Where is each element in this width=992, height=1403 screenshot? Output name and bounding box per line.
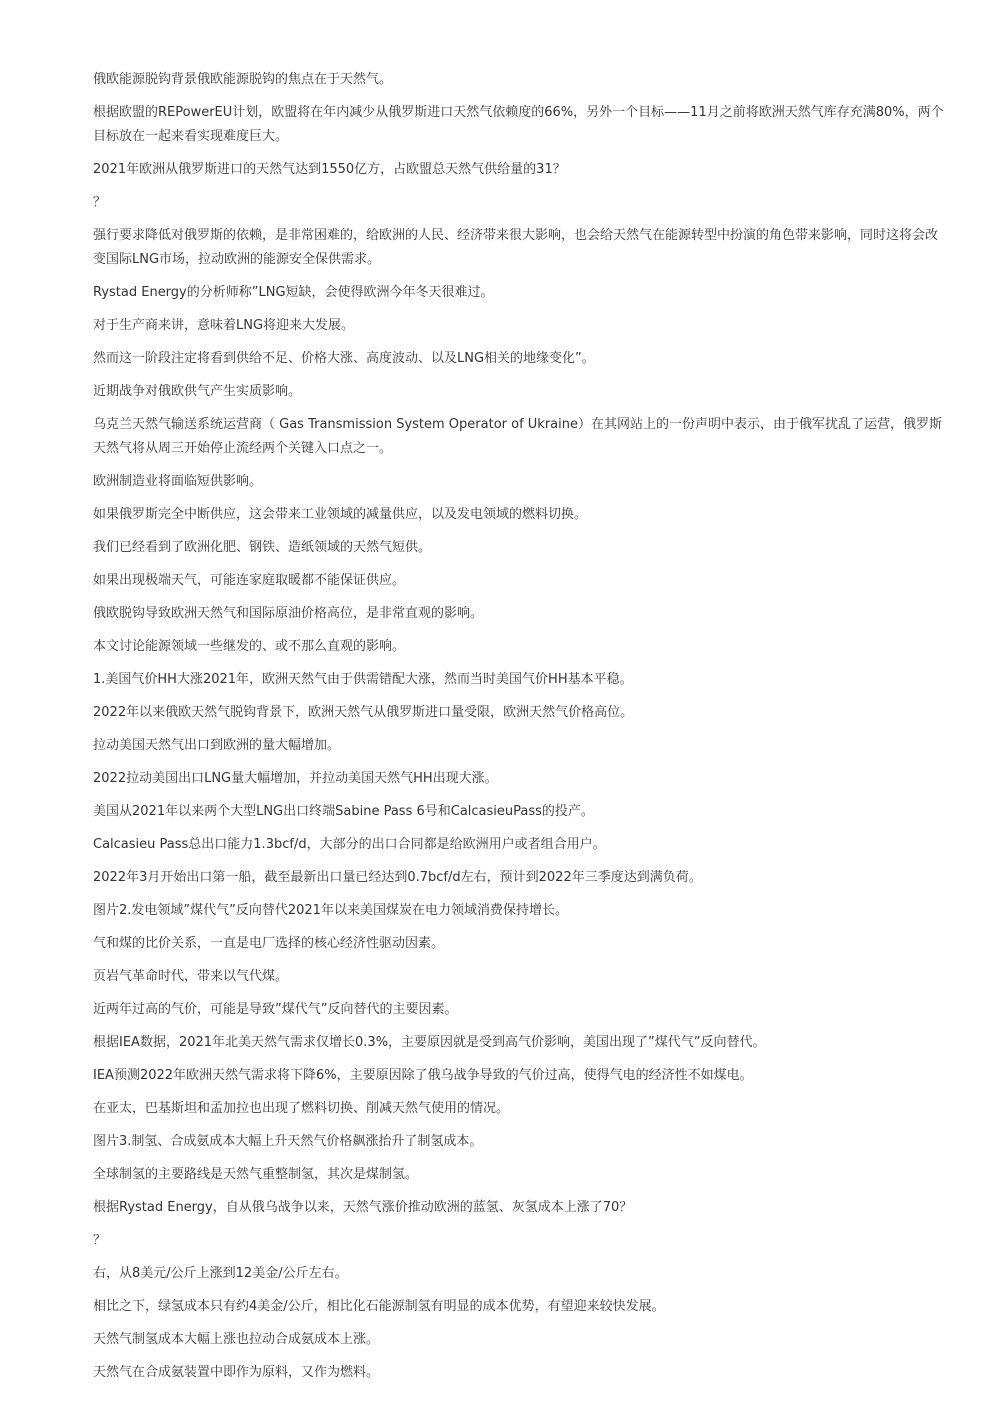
paragraph: 根据欧盟的REPowerEU计划，欧盟将在年内减少从俄罗斯进口天然气依赖度的66%，另外一个目标——11月之前将欧洲天然气库存充满80%，两个目标放在一起来看实现难度巨大。 bbox=[93, 105, 944, 144]
paragraph: 根据IEA数据，2021年北美天然气需求仅增长0.3%，主要原因就是受到高气价影响，美国出现了”煤代气”反向替代。 bbox=[93, 1035, 766, 1050]
paragraph: 然而这一阶段注定将看到供给不足、价格大涨、高度波动、以及LNG相关的地缘变化”。 bbox=[93, 351, 595, 366]
paragraph: 如果俄罗斯完全中断供应，这会带来工业领域的减量供应，以及发电领域的燃料切换。 bbox=[93, 507, 588, 522]
paragraph: 强行要求降低对俄罗斯的依赖，是非常困难的，给欧洲的人民、经济带来很大影响，也会给天然气在能源转型中扮演的角色带来影响，同时这将会改变国际LNG市场，拉动欧洲的能源安全保供需求。 bbox=[93, 228, 939, 267]
paragraph: 图片2.发电领域”煤代气”反向替代2021年以来美国煤炭在电力领域消费保持增长。 bbox=[93, 903, 568, 918]
paragraph: 页岩气革命时代，带来以气代煤。 bbox=[93, 969, 289, 984]
paragraph: 美国从2021年以来两个大型LNG出口终端Sabine Pass 6号和CalcasieuPass的投产。 bbox=[93, 804, 594, 819]
paragraph: 近期战争对俄欧供气产生实质影响。 bbox=[93, 384, 302, 399]
paragraph: 2022年以来俄欧天然气脱钩背景下，欧洲天然气从俄罗斯进口量受限，欧洲天然气价格高位。 bbox=[93, 705, 634, 720]
paragraph: 右，从8美元/公斤上涨到12美金/公斤左右。 bbox=[93, 1266, 348, 1281]
paragraph: 我们已经看到了欧洲化肥、钢铁、造纸领域的天然气短供。 bbox=[93, 540, 432, 555]
paragraph: 俄欧脱钩导致欧洲天然气和国际原油价格高位，是非常直观的影响。 bbox=[93, 606, 484, 621]
paragraph: 本文讨论能源领域一些继发的、或不那么直观的影响。 bbox=[93, 639, 406, 654]
paragraph: 俄欧能源脱钩背景俄欧能源脱钩的焦点在于天然气。 bbox=[93, 72, 393, 87]
paragraph: 如果出现极端天气，可能连家庭取暖都不能保证供应。 bbox=[93, 573, 406, 588]
paragraph: 欧洲制造业将面临短供影响。 bbox=[93, 474, 263, 489]
paragraph: ？ bbox=[93, 1233, 107, 1248]
paragraph: 1.美国气价HH大涨2021年，欧洲天然气由于供需错配大涨，然而当时美国气价HH基本平稳。 bbox=[93, 672, 633, 687]
paragraph: 图片3.制氢、合成氨成本大幅上升天然气价格飙涨抬升了制氢成本。 bbox=[93, 1134, 483, 1149]
paragraph: 拉动美国天然气出口到欧洲的量大幅增加。 bbox=[93, 738, 341, 753]
paragraph: 近两年过高的气价，可能是导致”煤代气”反向替代的主要因素。 bbox=[93, 1002, 458, 1017]
paragraph: 相比之下，绿氢成本只有约4美金/公斤，相比化石能源制氢有明显的成本优势，有望迎来较快发展。 bbox=[93, 1299, 665, 1314]
paragraph: 天然气制氢成本大幅上涨也拉动合成氨成本上涨。 bbox=[93, 1332, 380, 1347]
paragraph: 2021年欧洲从俄罗斯进口的天然气达到1550亿方，占欧盟总天然气供给量的31？ bbox=[93, 162, 566, 177]
document-body bbox=[93, 68, 945, 1385]
paragraph: IEA预测2022年欧洲天然气需求将下降6%，主要原因除了俄乌战争导致的气价过高，使得气电的经济性不如煤电。 bbox=[93, 1068, 753, 1083]
paragraph: 天然气在合成氨装置中即作为原料，又作为燃料。 bbox=[93, 1365, 380, 1380]
paragraph: Rystad Energy的分析师称”LNG短缺，会使得欧洲今年冬天很难过。 bbox=[93, 285, 494, 300]
paragraph: 根据Rystad Energy，自从俄乌战争以来，天然气涨价推动欧洲的蓝氢、灰氢成本上涨了70？ bbox=[93, 1200, 633, 1215]
paragraph: 对于生产商来讲，意味着LNG将迎来大发展。 bbox=[93, 318, 355, 333]
paragraph: 在亚太，巴基斯坦和孟加拉也出现了燃料切换、削减天然气使用的情况。 bbox=[93, 1101, 510, 1116]
paragraph: ？ bbox=[93, 195, 107, 210]
paragraph: 乌克兰天然气输送系统运营商（ Gas Transmission System Operator of Ukraine）在其网站上的一份声明中表示，由于俄军扰乱了运营，俄罗斯天然气将从周三开始停止流经两个关键入口点之一。 bbox=[93, 417, 942, 456]
paragraph: 2022拉动美国出口LNG量大幅增加，并拉动美国天然气HH出现大涨。 bbox=[93, 771, 498, 786]
paragraph: 气和煤的比价关系，一直是电厂选择的核心经济性驱动因素。 bbox=[93, 936, 445, 951]
paragraph: 全球制氢的主要路线是天然气重整制氢，其次是煤制氢。 bbox=[93, 1167, 419, 1182]
paragraph: 2022年3月开始出口第一船，截至最新出口量已经达到0.7bcf/d左右，预计到2022年三季度达到满负荷。 bbox=[93, 870, 702, 885]
paragraph: Calcasieu Pass总出口能力1.3bcf/d，大部分的出口合同都是给欧洲用户或者组合用户。 bbox=[93, 837, 606, 852]
